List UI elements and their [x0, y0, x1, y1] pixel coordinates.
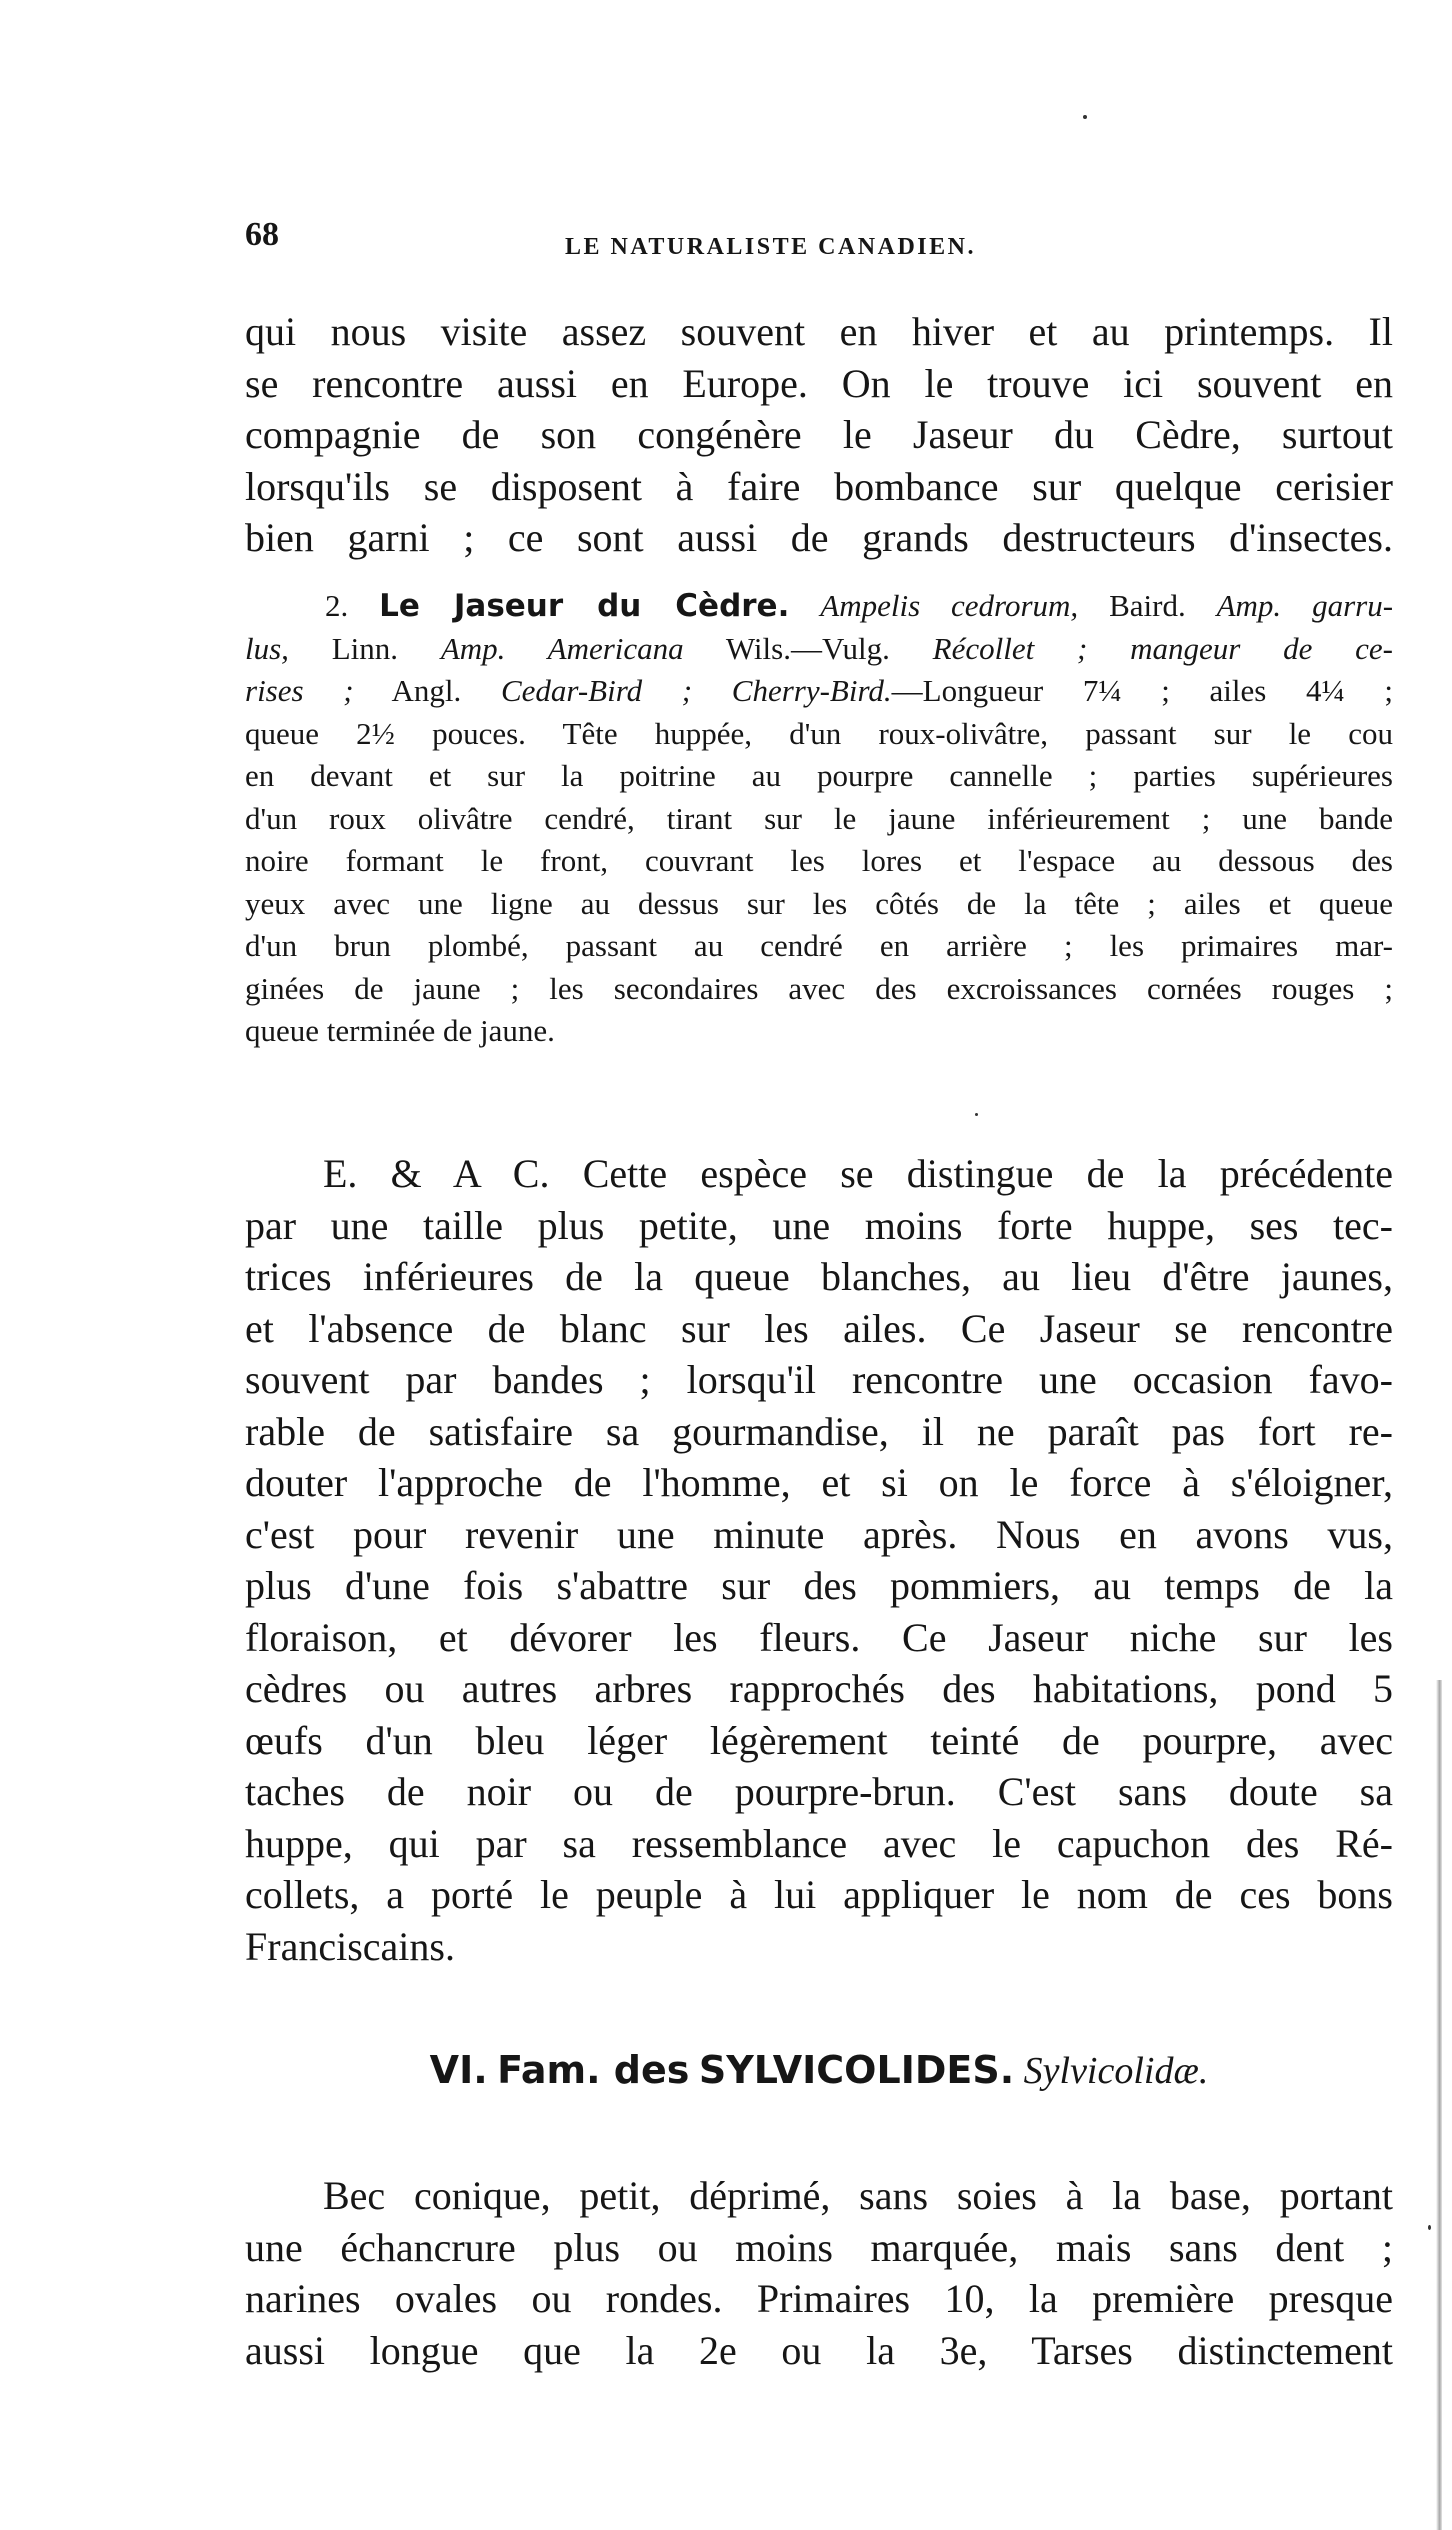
- species-author: Wils.—Vulg.: [725, 630, 890, 666]
- section-latin-name: Sylvicolidæ.: [1023, 2050, 1209, 2092]
- species-description: [245, 585, 1393, 1053]
- paragraph-intro: [245, 306, 1393, 564]
- text-line: taches de noir ou de pourpre-brun. C'est sans doute sa: [245, 1769, 1393, 1814]
- text-line: aussi longue que la 2e ou la 3e, Tarses distinctement: [245, 2327, 1393, 2373]
- text-line: E. & A C. Cette espèce se distingue de la précédente: [323, 1151, 1393, 1196]
- text-line: rable de satisfaire sa gourmandise, il ne paraît pas fort re-: [245, 1408, 1393, 1454]
- species-synonym: Amp. garru-: [1216, 588, 1394, 623]
- text-line: bien garni ; ce sont aussi de grands destructeurs d'insectes.: [245, 515, 1393, 560]
- text-line: Bec conique, petit, déprimé, sans soies à la base, portant: [323, 2173, 1393, 2218]
- species-number: 2.: [325, 588, 349, 623]
- paragraph-family-description: [245, 2170, 1393, 2376]
- english-names: Cedar-Bird ; Cherry-Bird.: [500, 673, 892, 708]
- text-line: souvent par bandes ; lorsqu'il rencontre une occasion favo-: [245, 1357, 1393, 1402]
- section-heading: [245, 2048, 1393, 2093]
- text-line: douter l'approche de l'homme, et si on le force à s'éloigner,: [245, 1460, 1393, 1505]
- text-line: d'un roux olivâtre cendré, tirant sur le jaune inférieurement ; une bande: [245, 800, 1393, 836]
- english-label: Angl.: [391, 673, 462, 708]
- text-line: queue 2½ pouces. Tête huppée, d'un roux-olivâtre, passant sur le cou: [245, 715, 1393, 751]
- text-line: ginées de jaune ; les secondaires avec des excroissances cornées rouges ;: [245, 970, 1393, 1006]
- species-latin-name: Ampelis cedrorum,: [820, 588, 1079, 623]
- text-line: collets, a porté le peuple à lui appliquer le nom de ces bons: [245, 1872, 1393, 1917]
- text-line: œufs d'un bleu léger légèrement teinté de pourpre, avec: [245, 1717, 1393, 1763]
- text-line: et l'absence de blanc sur les ailes. Ce Jaseur se rencontre: [245, 1305, 1393, 1351]
- text-line: compagnie de son congénère le Jaseur du Cèdre, surtout: [245, 412, 1393, 457]
- ink-speck: [975, 1113, 978, 1116]
- english-name-line: [245, 670, 1393, 713]
- page-number: 68: [245, 216, 279, 253]
- text-line: d'un brun plombé, passant au cendré en arrière ; les primaires mar-: [245, 928, 1393, 963]
- text-line: huppe, qui par sa ressemblance avec le capuchon des Ré-: [245, 1820, 1393, 1866]
- section-family-name: SYLVICOLIDES.: [698, 2048, 1015, 2092]
- text-line: yeux avec une ligne au dessus sur les côtés de la tête ; ailes et queue: [245, 885, 1393, 921]
- page-edge-shadow: [1436, 1680, 1442, 2530]
- section-family-label: Fam. des: [497, 2048, 690, 2092]
- text-line: noire formant le front, couvrant les lores et l'espace au dessous des: [245, 843, 1393, 878]
- paragraph-notes: [245, 1148, 1393, 1972]
- text-line: se rencontre aussi en Europe. On le trouve ici souvent en: [245, 360, 1393, 406]
- text-line: queue terminée de jaune.: [245, 1013, 555, 1048]
- text-line: Franciscains.: [245, 1923, 455, 1969]
- text-line: par une taille plus petite, une moins forte huppe, ses tec-: [245, 1202, 1393, 1248]
- vulgar-name: rises ;: [245, 673, 354, 708]
- text-line: floraison, et dévorer les fleurs. Ce Jaseur niche sur les: [245, 1614, 1393, 1660]
- text-line: cèdres ou autres arbres rapprochés des habitations, pond 5: [245, 1666, 1393, 1711]
- section-number: VI.: [429, 2048, 488, 2092]
- running-title: LE NATURALISTE CANADIEN.: [565, 234, 976, 260]
- species-synonym: lus,: [245, 630, 289, 666]
- text-line: c'est pour revenir une minute après. Nous en avons vus,: [245, 1511, 1393, 1557]
- species-name: Le Jaseur du Cèdre.: [379, 588, 790, 624]
- text-line: trices inférieures de la queue blanches, au lieu d'être jaunes,: [245, 1254, 1393, 1299]
- species-author: Baird.: [1109, 588, 1186, 623]
- vulgar-name: Récollet ; mangeur de ce-: [932, 630, 1394, 666]
- text-line: narines ovales ou rondes. Primaires 10, la première presque: [245, 2276, 1393, 2321]
- species-heading-line: [245, 585, 1393, 628]
- species-synonym: Amp. Americana: [440, 630, 684, 666]
- text-line: en devant et sur la poitrine au pourpre cannelle ; parties supérieures: [245, 758, 1393, 793]
- ink-speck: [1083, 115, 1087, 119]
- measurements: —Longueur 7¼ ; ailes 4¼ ;: [891, 673, 1394, 708]
- species-author: Linn.: [331, 630, 399, 666]
- text-line: qui nous visite assez souvent en hiver et au printemps. Il: [245, 309, 1393, 354]
- synonym-line: [245, 628, 1393, 671]
- text-line: plus d'une fois s'abattre sur des pommiers, au temps de la: [245, 1563, 1393, 1608]
- ink-speck: [1428, 2225, 1431, 2230]
- text-line: lorsqu'ils se disposent à faire bombance sur quelque cerisier: [245, 463, 1393, 509]
- text-line: une échancrure plus ou moins marquée, mais sans dent ;: [245, 2224, 1393, 2270]
- page-header: [245, 216, 1395, 260]
